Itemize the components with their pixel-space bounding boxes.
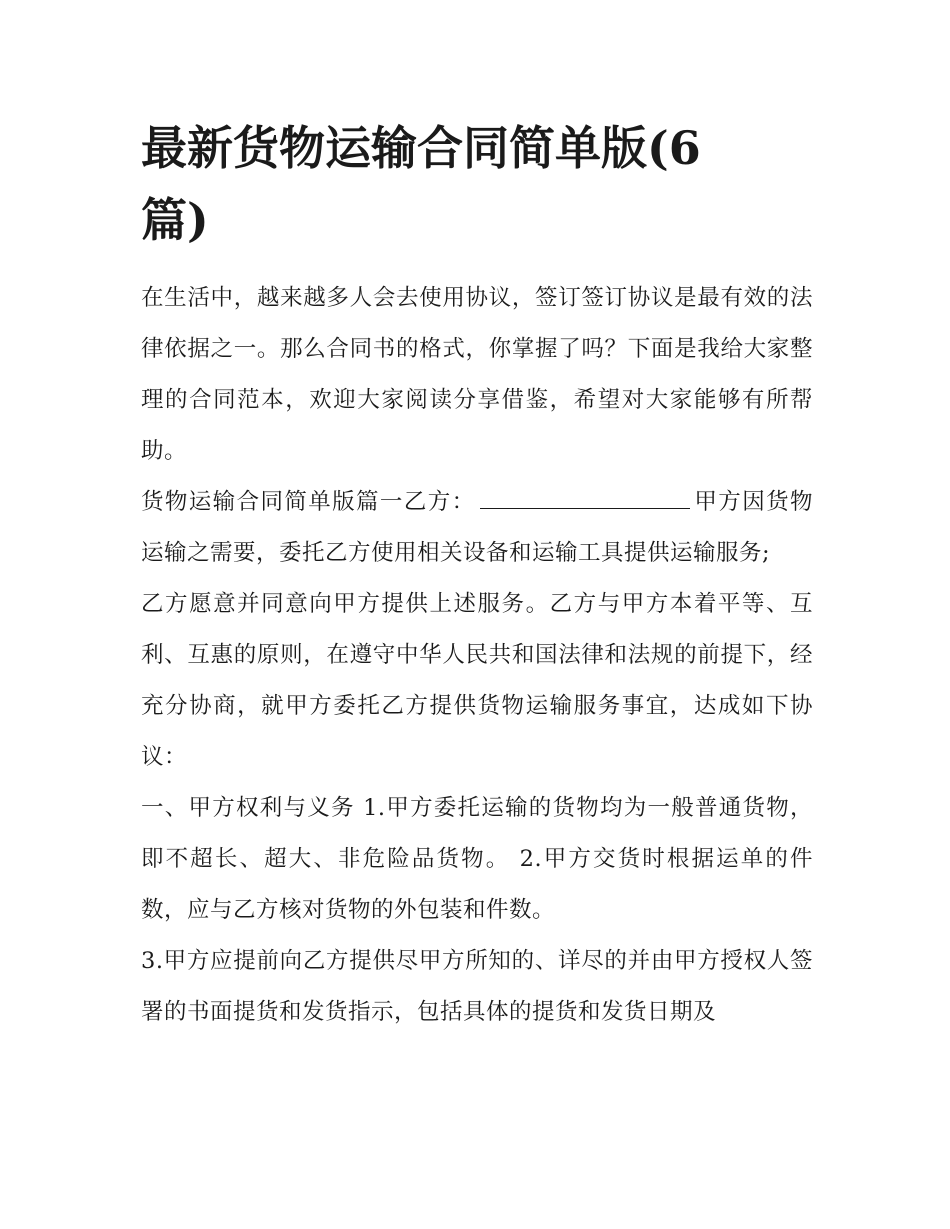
agreement-paragraph: 乙方愿意并同意向甲方提供上述服务。乙方与甲方本着平等、互利、互惠的原则，在遵守中华人民共和国法律和法规的前提下，经充分协商，就甲方委托乙方提供货物运输服务事宜，达成如下协议： — [141, 591, 813, 770]
document-body — [141, 112, 813, 1038]
contract-one-purpose: 甲方因货物运输之需要，委托乙方使用相关设备和运输工具提供运输服务; — [141, 489, 813, 566]
intro-paragraph: 在生活中，越来越多人会去使用协议，签订签订协议是最有效的法律依据之一。那么合同书的格式，你掌握了吗？下面是我给大家整理的合同范本，欢迎大家阅读分享借鉴，希望对大家能够有所帮助。 — [141, 285, 813, 464]
party-a-instructions-paragraph: 3.甲方应提前向乙方提供尽甲方所知的、详尽的并由甲方授权人签署的书面提货和发货指示，包括具体的提货和发货日期及 — [141, 948, 813, 1025]
document-title: 最新货物运输合同简单版(6篇) — [141, 121, 701, 247]
party-a-rights-paragraph: 一、甲方权利与义务 1.甲方委托运输的货物均为一般普通货物，即不超长、超大、非危险品货物。 2.甲方交货时根据运单的件数，应与乙方核对货物的外包装和件数。 — [141, 795, 813, 923]
contract-one-heading: 货物运输合同简单版篇一乙方： — [141, 489, 476, 515]
contract-one-opening — [141, 477, 813, 579]
party-b-blank-line — [480, 488, 690, 509]
